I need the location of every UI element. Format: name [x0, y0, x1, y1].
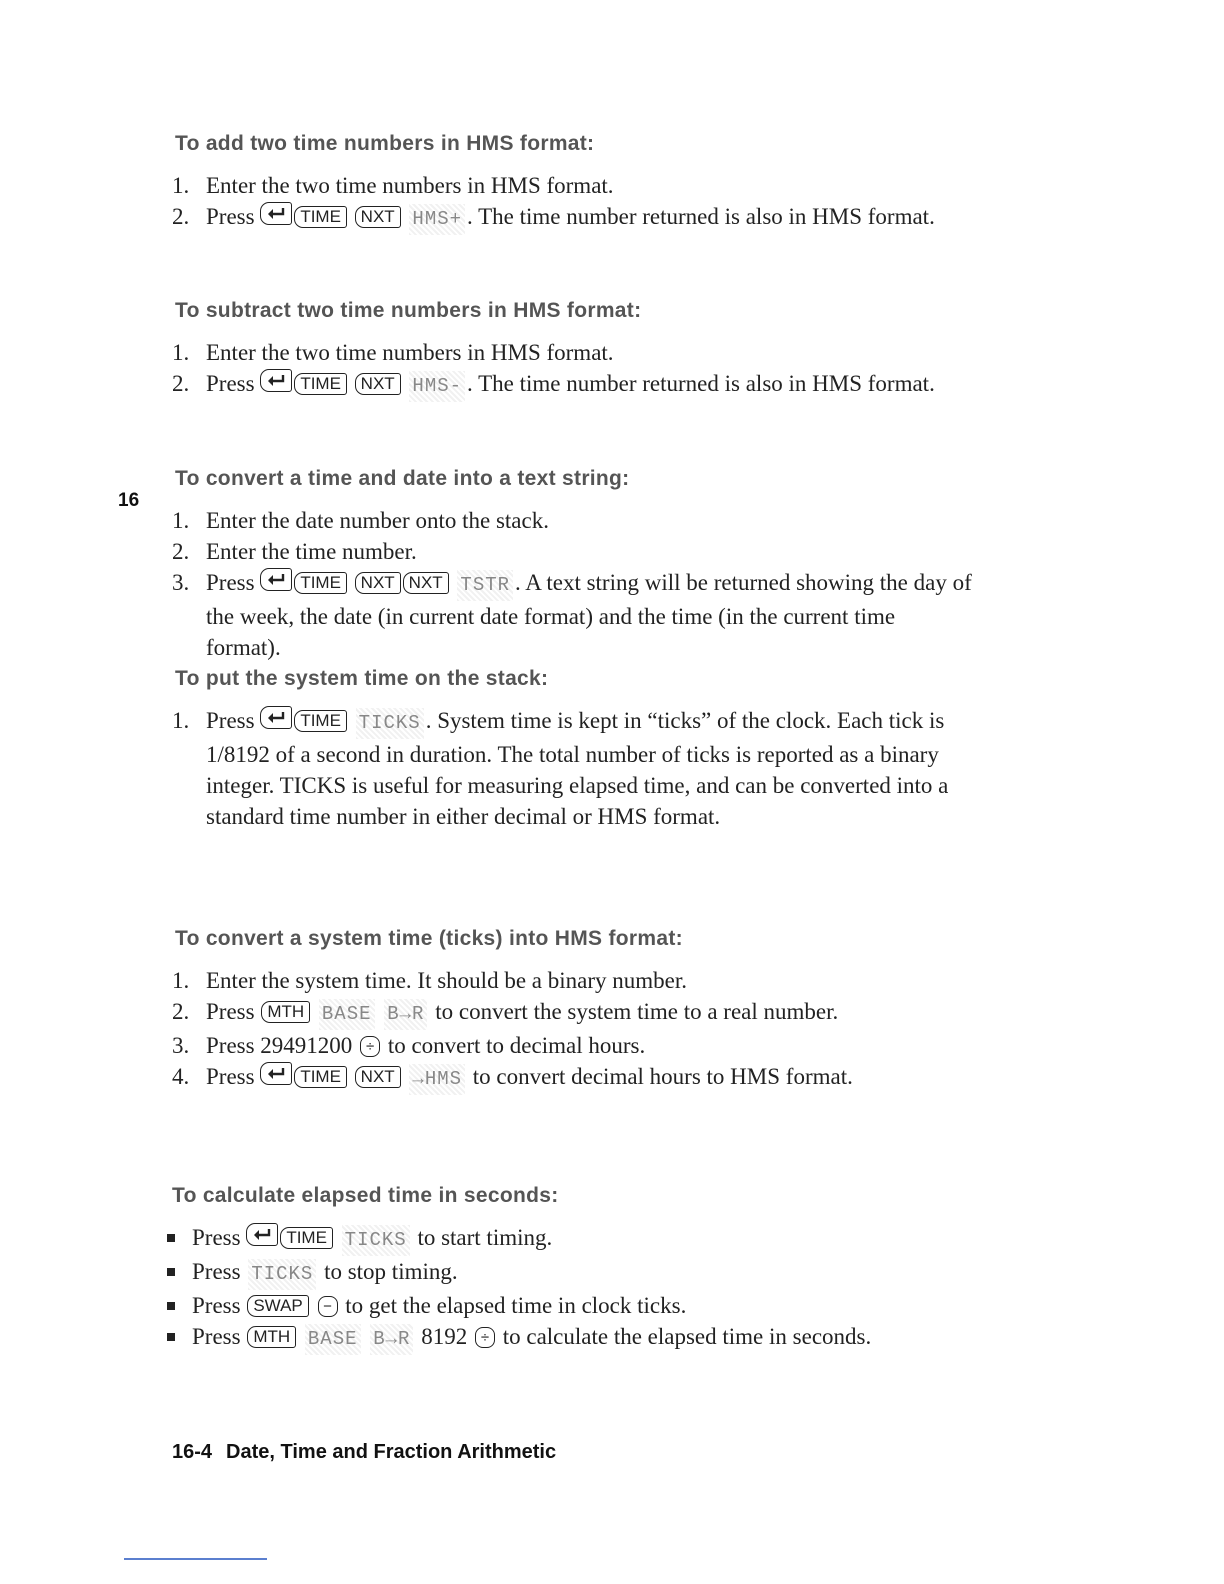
mth-key: MTH: [247, 1326, 296, 1348]
step: 1. Press TIME TICKS . System time is kept in “ticks” of the clock. Each tick is 1/8192 of a second in duration. The total number of ticks is reported as a binary integer. TICKS is useful for measuring elapsed time, and can be converted into a standard time number in either decimal or HMS format.: [172, 708, 949, 829]
menu-ticks: TICKS: [342, 1225, 410, 1256]
section-title: To calculate elapsed time in seconds:: [172, 1184, 559, 1207]
menu-b-to-r: B→R: [384, 999, 427, 1030]
left-shift-key-icon: [260, 568, 292, 591]
nxt-key: NXT: [355, 1066, 401, 1088]
page-footer: [172, 1441, 556, 1464]
section-elapsed-seconds: [166, 1184, 966, 1355]
section-title: To subtract two time numbers in HMS format:: [175, 299, 642, 322]
swap-key: SWAP: [247, 1295, 308, 1317]
section-title: To convert a time and date into a text string:: [175, 467, 630, 490]
divide-key: ÷: [360, 1036, 380, 1057]
bullet-item: Press SWAP − to get the elapsed time in clock ticks.: [166, 1290, 966, 1321]
page-number: 16-4: [172, 1441, 213, 1463]
menu-tstr: TSTR: [457, 570, 513, 601]
time-key: TIME: [294, 572, 347, 594]
footer-rule: [124, 1558, 267, 1560]
section-ticks-to-hms: [172, 927, 972, 1095]
time-key: TIME: [294, 710, 347, 732]
menu-ticks: TICKS: [356, 708, 424, 739]
left-shift-key-icon: [260, 202, 292, 225]
bullet-icon: [167, 1268, 175, 1276]
divide-key: ÷: [475, 1327, 495, 1348]
bullet-item: Press TIME TICKS to start timing.: [166, 1222, 966, 1256]
nxt-key: NXT: [355, 373, 401, 395]
time-key: TIME: [294, 373, 347, 395]
menu-hms-plus: HMS+: [409, 204, 465, 235]
chapter-title: Date, Time and Fraction Arithmetic: [226, 1441, 557, 1463]
step: 1. Enter the two time numbers in HMS format.: [172, 173, 614, 198]
step: 1. Enter the date number onto the stack.: [172, 508, 549, 533]
left-shift-key-icon: [246, 1223, 278, 1246]
time-key: TIME: [294, 1066, 347, 1088]
section-add-hms: [172, 132, 972, 235]
step: 3. Press TIME NXT NXT TSTR . A text string will be returned showing the day of the week, the date (in current date format) and the time (in the current time format).: [172, 570, 972, 660]
menu-to-hms: →HMS: [409, 1064, 465, 1095]
time-key: TIME: [280, 1227, 333, 1249]
minus-key: −: [318, 1296, 338, 1317]
section-convert-tstr: [172, 467, 972, 663]
nxt-key: NXT: [403, 572, 449, 594]
nxt-key: NXT: [355, 206, 401, 228]
left-shift-key-icon: [260, 706, 292, 729]
chapter-tab: 16: [118, 490, 140, 511]
step: 1. Enter the two time numbers in HMS format.: [172, 340, 614, 365]
step: 1. Enter the system time. It should be a binary number.: [172, 968, 687, 993]
nxt-key: NXT: [355, 572, 401, 594]
step: 2. Press MTH BASE B→R to convert the system time to a real number.: [172, 996, 972, 1030]
bullet-item: Press TICKS to stop timing.: [166, 1256, 966, 1290]
step: 2. Press TIME NXT HMS+ . The time number returned is also in HMS format.: [172, 201, 972, 235]
bullet-item: Press MTH BASE B→R 8192 ÷ to calculate the elapsed time in seconds.: [166, 1321, 966, 1355]
step: 3. Press 29491200 ÷ to convert to decimal hours.: [172, 1033, 646, 1058]
bullet-icon: [167, 1302, 175, 1310]
menu-ticks: TICKS: [248, 1259, 316, 1290]
step: 2. Press TIME NXT HMS- . The time number returned is also in HMS format.: [172, 368, 972, 402]
menu-b-to-r: B→R: [370, 1324, 413, 1355]
left-shift-key-icon: [260, 369, 292, 392]
bullet-icon: [167, 1234, 175, 1242]
mth-key: MTH: [261, 1001, 310, 1023]
section-title: To add two time numbers in HMS format:: [175, 132, 595, 155]
menu-hms-minus: HMS-: [409, 371, 465, 402]
menu-base: BASE: [305, 1324, 361, 1355]
section-system-time: [172, 667, 972, 832]
section-subtract-hms: [172, 299, 972, 402]
step: 2. Enter the time number.: [172, 539, 417, 564]
bullet-icon: [167, 1333, 175, 1341]
time-key: TIME: [294, 206, 347, 228]
section-title: To put the system time on the stack:: [175, 667, 549, 690]
left-shift-key-icon: [260, 1062, 292, 1085]
section-title: To convert a system time (ticks) into HMS format:: [175, 927, 683, 950]
menu-base: BASE: [319, 999, 375, 1030]
step: 4. Press TIME NXT →HMS to convert decimal hours to HMS format.: [172, 1061, 972, 1095]
